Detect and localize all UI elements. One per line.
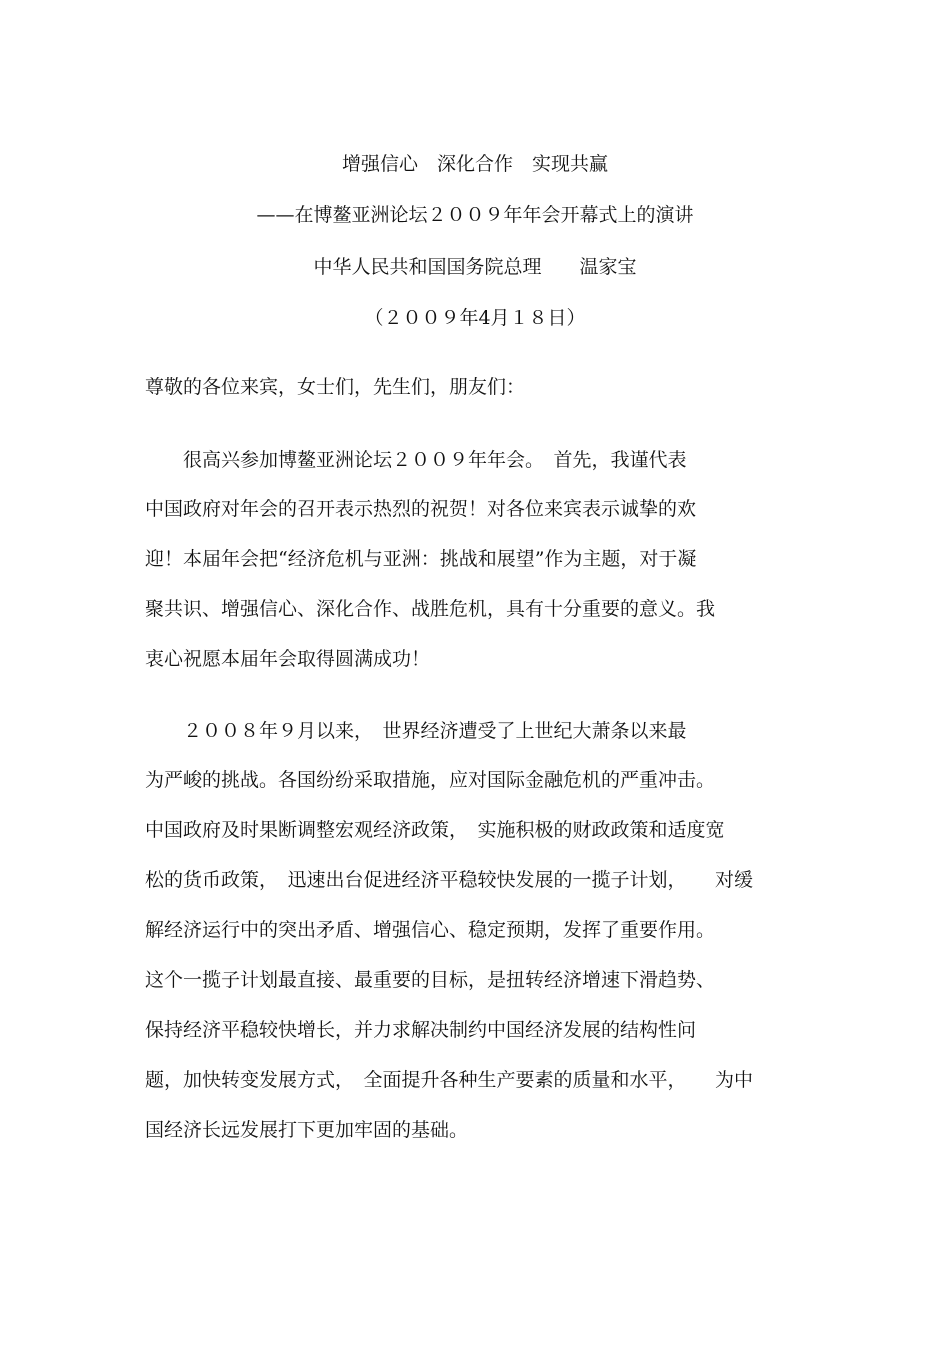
paragraph-line: 松的货币政策， 迅速出台促进经济平稳较快发展的一揽子计划， 对缓 — [145, 869, 754, 891]
document-title: 增强信心 深化合作 实现共赢 — [341, 153, 608, 175]
paragraph-line: 这个一揽子计划最直接、最重要的目标，是扭转经济增速下滑趋势、 — [145, 969, 716, 991]
paragraph-line: 衷心祝愿本届年会取得圆满成功！ — [145, 648, 431, 670]
paragraph-line: 迎！本届年会把“经济危机与亚洲：挑战和展望”作为主题，对于凝 — [145, 548, 697, 570]
paragraph-line: 中国政府及时果断调整宏观经济政策， 实施积极的财政政策和适度宽 — [145, 819, 725, 841]
paragraph-line: 国经济长远发展打下更加牢固的基础。 — [145, 1119, 469, 1141]
speaker-line: 中华人民共和国国务院总理 温家宝 — [313, 256, 637, 278]
paragraph-line: 保持经济平稳较快增长，并力求解决制约中国经济发展的结构性问 — [145, 1019, 697, 1041]
document-subtitle: ——在博鳌亚洲论坛２００９年年会开幕式上的演讲 — [256, 204, 694, 226]
paragraph-line: 为严峻的挑战。各国纷纷采取措施，应对国际金融危机的严重冲击。 — [145, 769, 716, 791]
paragraph-line: 解经济运行中的突出矛盾、增强信心、稳定预期，发挥了重要作用。 — [145, 919, 716, 941]
speech-date: （２００９年4月１８日） — [364, 307, 586, 329]
paragraph-line: 很高兴参加博鳌亚洲论坛２００９年年会。 首先，我谨代表 — [145, 449, 687, 471]
paragraph-line: 中国政府对年会的召开表示热烈的祝贺！对各位来宾表示诚挚的欢 — [145, 498, 697, 520]
salutation: 尊敬的各位来宾，女士们，先生们，朋友们： — [145, 376, 526, 398]
paragraph-line: 聚共识、增强信心、深化合作、战胜危机，具有十分重要的意义。我 — [145, 598, 716, 620]
paragraph-line: ２００８年９月以来， 世界经济遭受了上世纪大萧条以来最 — [145, 720, 687, 742]
paragraph-line: 题，加快转变发展方式， 全面提升各种生产要素的质量和水平， 为中 — [145, 1069, 754, 1091]
